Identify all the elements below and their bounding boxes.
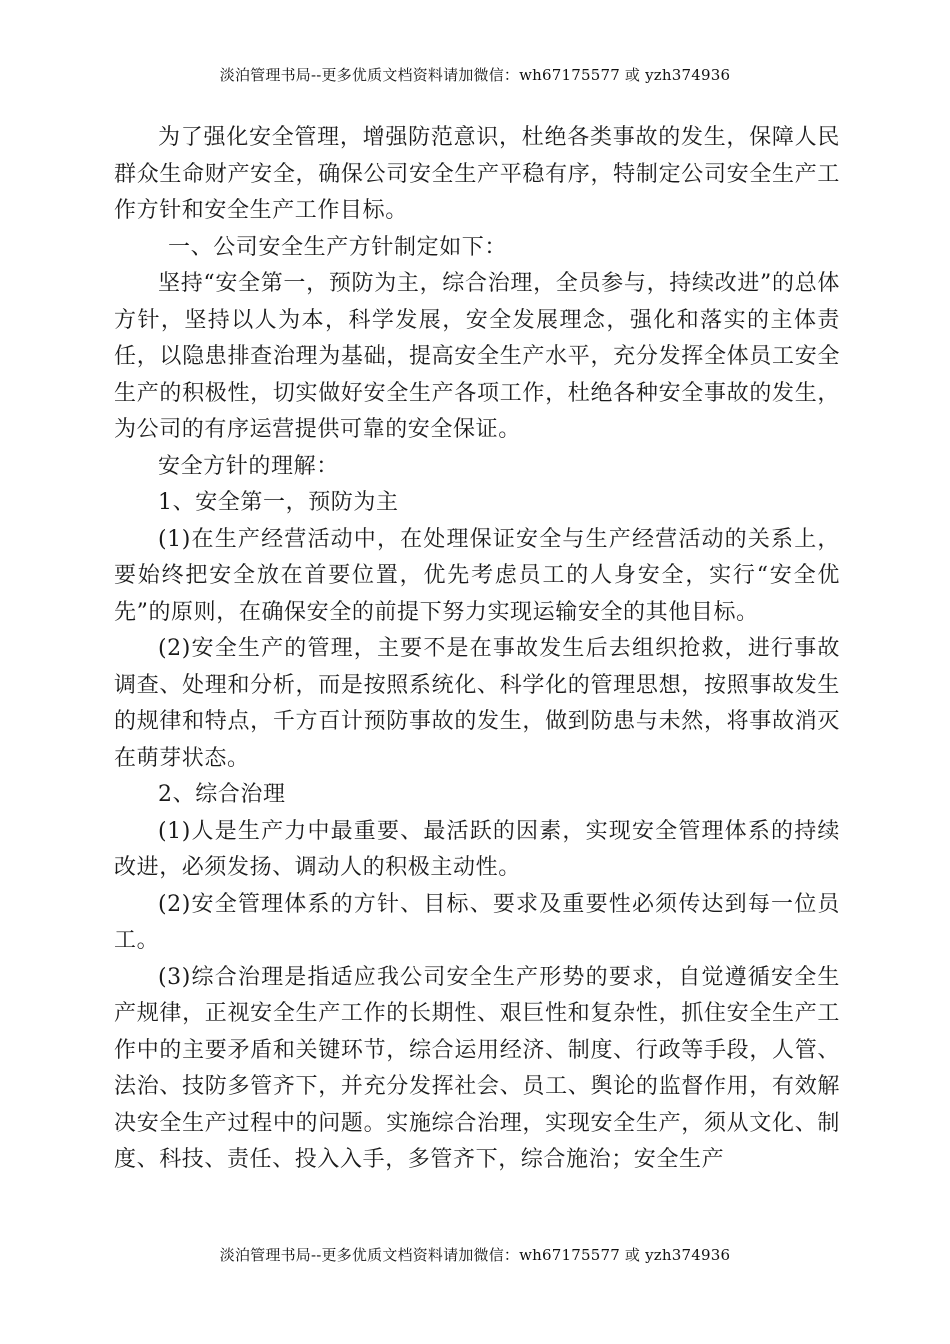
safety-first-item-1: (1)在生产经营活动中，在处理保证安全与生产经营活动的关系上，要始终把安全放在首要位置，优先考虑员工的人身安全，实行“安全优先”的原则，在确保安全的前提下努力实现运输安全的其他目标。 xyxy=(114,526,840,625)
document-body xyxy=(114,120,840,1179)
safety-first-item-2: (2)安全生产的管理，主要不是在事故发生后去组织抢救，进行事故调查、处理和分析，而是按照系统化、科学化的管理思想，按照事故发生的规律和特点，千方百计预防事故的发生，做到防患与未然，将事故消灭在萌芽状态。 xyxy=(114,636,840,771)
subheading-comprehensive-governance: 2、综合治理 xyxy=(158,782,286,807)
policy-paragraph: 坚持“安全第一，预防为主，综合治理，全员参与，持续改进”的总体方针，坚持以人为本，科学发展，安全发展理念，强化和落实的主体责任，以隐患排查治理为基础，提高安全生产水平，充分发挥全体员工安全生产的积极性，切实做好安全生产各项工作，杜绝各种安全事故的发生，为公司的有序运营提供可靠的安全保证。 xyxy=(114,271,840,442)
section-heading-policy: 一、公司安全生产方针制定如下： xyxy=(168,234,508,260)
policy-understanding-heading: 安全方针的理解： xyxy=(158,453,339,479)
intro-paragraph: 为了强化安全管理，增强防范意识，杜绝各类事故的发生，保障人民群众生命财产安全，确保公司安全生产平稳有序，特制定公司安全生产工作方针和安全生产工作目标。 xyxy=(114,125,840,223)
page-footer: 淡泊管理书局--更多优质文档资料请加微信：wh67175577 或 yzh374936 xyxy=(219,1246,731,1264)
governance-item-1: (1)人是生产力中最重要、最活跃的因素，实现安全管理体系的持续改进，必须发扬、调动人的积极主动性。 xyxy=(114,818,840,880)
governance-item-2: (2)安全管理体系的方针、目标、要求及重要性必须传达到每一位员工。 xyxy=(114,891,840,953)
governance-item-3: (3)综合治理是指适应我公司安全生产形势的要求，自觉遵循安全生产规律，正视安全生产工作的长期性、艰巨性和复杂性，抓住安全生产工作中的主要矛盾和关键环节，综合运用经济、制度、行政等手段，人管、法治、技防多管齐下，并充分发挥社会、员工、舆论的监督作用，有效解决安全生产过程中的问题。实施综合治理，实现安全生产，须从文化、制度、科技、责任、投入入手，多管齐下，综合施治；安全生产 xyxy=(114,964,840,1172)
subheading-safety-first: 1、安全第一，预防为主 xyxy=(158,490,399,515)
page-header: 淡泊管理书局--更多优质文档资料请加微信：wh67175577 或 yzh374936 xyxy=(219,66,731,84)
